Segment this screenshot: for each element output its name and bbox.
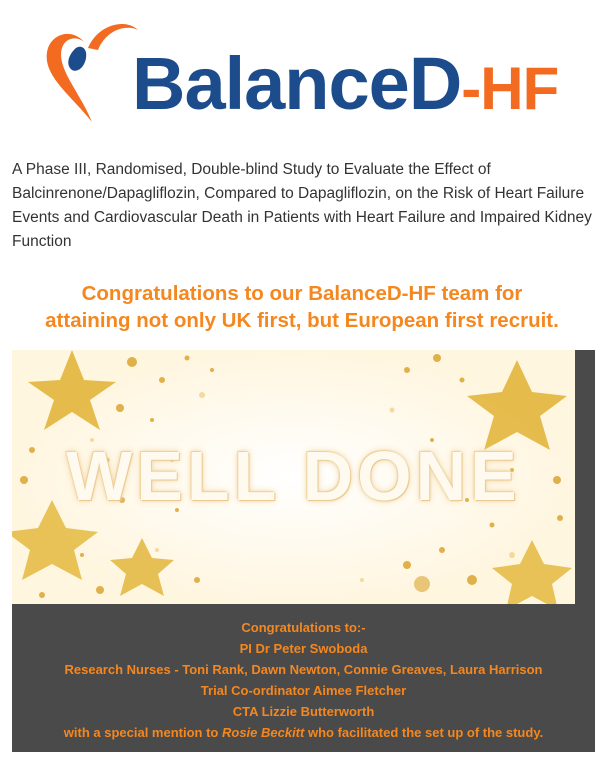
credits-pi: PI Dr Peter Swoboda [239, 641, 368, 656]
credits-nurses: Research Nurses - Toni Rank, Dawn Newton, Connie Greaves, Laura Harrison [64, 662, 543, 677]
credits-intro: Congratulations to:- [241, 620, 366, 635]
mention-prefix: with a special mention to [63, 725, 222, 740]
well-done-text: WELL DONE [66, 437, 521, 515]
congratulations-heading [0, 280, 604, 334]
mention-suffix: who facilitated the set up of the study. [304, 725, 544, 740]
mention-name: Rosie Beckitt [221, 725, 305, 740]
credits-mention [12, 722, 595, 743]
credits-cta: CTA Lizzie Butterworth [232, 704, 375, 719]
heading-line-1: Congratulations to our BalanceD-HF team for [81, 282, 523, 305]
banner-side-strip [575, 350, 595, 604]
credits-panel [12, 604, 595, 752]
well-done-banner [12, 350, 575, 604]
credits-coordinator: Trial Co-ordinator Aimee Fletcher [200, 683, 407, 698]
logo-text-hf: HF [480, 55, 559, 122]
logo-text-main: BalanceD [132, 42, 462, 125]
study-description: A Phase III, Randomised, Double-blind Study to Evaluate the Effect of Balcinrenone/Dapagliflozin, Compared to Dapagliflozin, on the Risk of Heart Failure Events and Cardiovascular Death in Patients with Heart Failure and Impaired Kidney Function [12, 161, 592, 250]
logo-wordmark [132, 44, 558, 129]
balanced-hf-logo [40, 14, 570, 132]
logo-text-dash: - [461, 55, 481, 122]
heading-line-2: attaining not only UK first, but European first recruit. [45, 309, 559, 332]
